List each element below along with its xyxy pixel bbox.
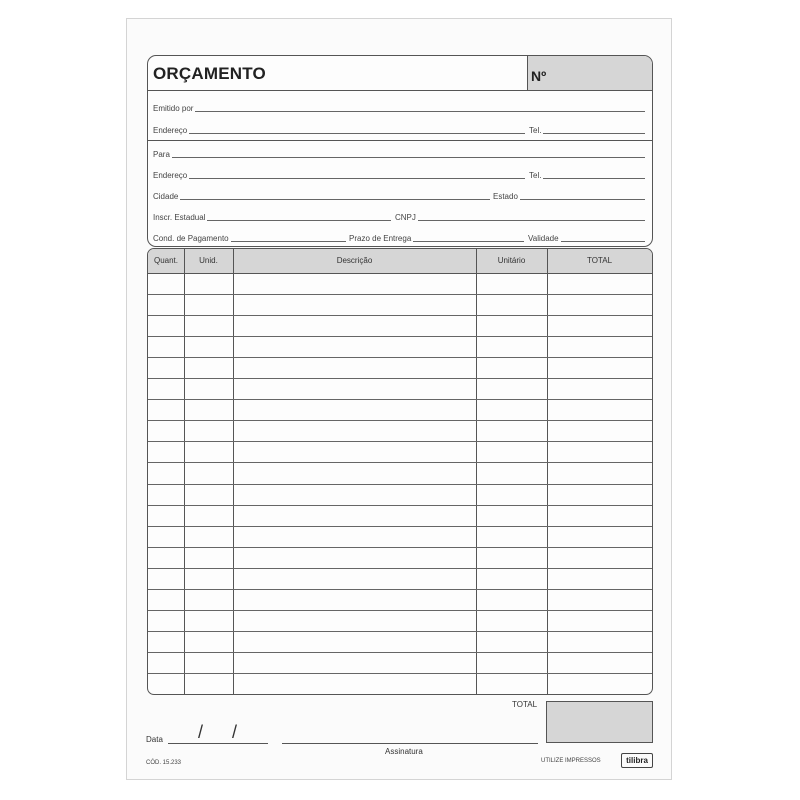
table-row-divider: [148, 589, 652, 590]
cnpj-field[interactable]: [395, 211, 645, 222]
emitter-address-field[interactable]: [153, 124, 525, 135]
header-box: [147, 55, 653, 247]
delivery-time-field[interactable]: [349, 232, 524, 243]
validity-label: Validade: [528, 234, 559, 243]
date-separator: /: [198, 722, 204, 742]
table-row-divider: [148, 357, 652, 358]
table-row-divider: [148, 378, 652, 379]
header-description: Descrição: [336, 256, 373, 265]
table-row-divider: [148, 526, 652, 527]
to-field[interactable]: [153, 148, 645, 159]
grand-total-box[interactable]: [546, 701, 653, 743]
brand-logo: tilibra: [621, 753, 653, 768]
header-divider: [148, 140, 652, 141]
date-field[interactable]: [168, 743, 268, 744]
header-unit: Unid.: [199, 256, 218, 265]
emitter-phone-field[interactable]: [529, 124, 645, 135]
table-row-divider: [148, 336, 652, 337]
payment-terms-field[interactable]: [153, 232, 346, 243]
city-label: Cidade: [153, 192, 179, 201]
city-field[interactable]: [153, 190, 490, 201]
table-row-divider: [148, 673, 652, 674]
items-table: [147, 248, 653, 695]
signature-field[interactable]: [282, 743, 538, 744]
payment-terms-label: Cond. de Pagamento: [153, 234, 229, 243]
header-total: TOTAL: [586, 256, 613, 265]
table-header: [148, 249, 652, 274]
recipient-address-field[interactable]: [153, 169, 525, 180]
print-notice: UTILIZE IMPRESSOS: [541, 758, 601, 764]
table-row-divider: [148, 505, 652, 506]
table-row-divider: [148, 294, 652, 295]
validity-field[interactable]: [528, 232, 645, 243]
delivery-time-label: Prazo de Entrega: [349, 234, 412, 243]
table-row-divider: [148, 568, 652, 569]
state-label: Estado: [493, 192, 518, 201]
table-row-divider: [148, 315, 652, 316]
number-box[interactable]: [527, 56, 652, 90]
issued-by-field[interactable]: [153, 102, 645, 113]
title-row: [148, 56, 652, 91]
table-row-divider: [148, 631, 652, 632]
table-row-divider: [148, 399, 652, 400]
emitter-address-label: Endereço: [153, 126, 188, 135]
to-label: Para: [153, 150, 170, 159]
table-row-divider: [148, 547, 652, 548]
grand-total-label: TOTAL: [512, 700, 538, 709]
header-quantity: Quant.: [153, 256, 178, 265]
issued-by-label: Emitido por: [153, 104, 194, 113]
product-code: CÓD. 15.233: [146, 760, 182, 766]
table-row-divider: [148, 420, 652, 421]
table-row-divider: [148, 462, 652, 463]
date-separator: /: [232, 722, 238, 742]
number-label: Nº: [531, 68, 547, 84]
recipient-phone-field[interactable]: [529, 169, 645, 180]
date-label: Data: [146, 735, 163, 744]
state-registration-field[interactable]: [153, 211, 391, 222]
state-registration-label: Inscr. Estadual: [153, 213, 206, 222]
form-title: ORÇAMENTO: [153, 64, 266, 83]
table-row-divider: [148, 652, 652, 653]
table-row-divider: [148, 610, 652, 611]
state-field[interactable]: [493, 190, 645, 201]
recipient-address-label: Endereço: [153, 171, 188, 180]
table-row-divider: [148, 441, 652, 442]
emitter-phone-label: Tel.: [529, 126, 542, 135]
signature-label: Assinatura: [385, 747, 423, 756]
cnpj-label: CNPJ: [395, 213, 416, 222]
recipient-phone-label: Tel.: [529, 171, 542, 180]
table-row-divider: [148, 484, 652, 485]
header-unit-price: Unitário: [497, 256, 526, 265]
